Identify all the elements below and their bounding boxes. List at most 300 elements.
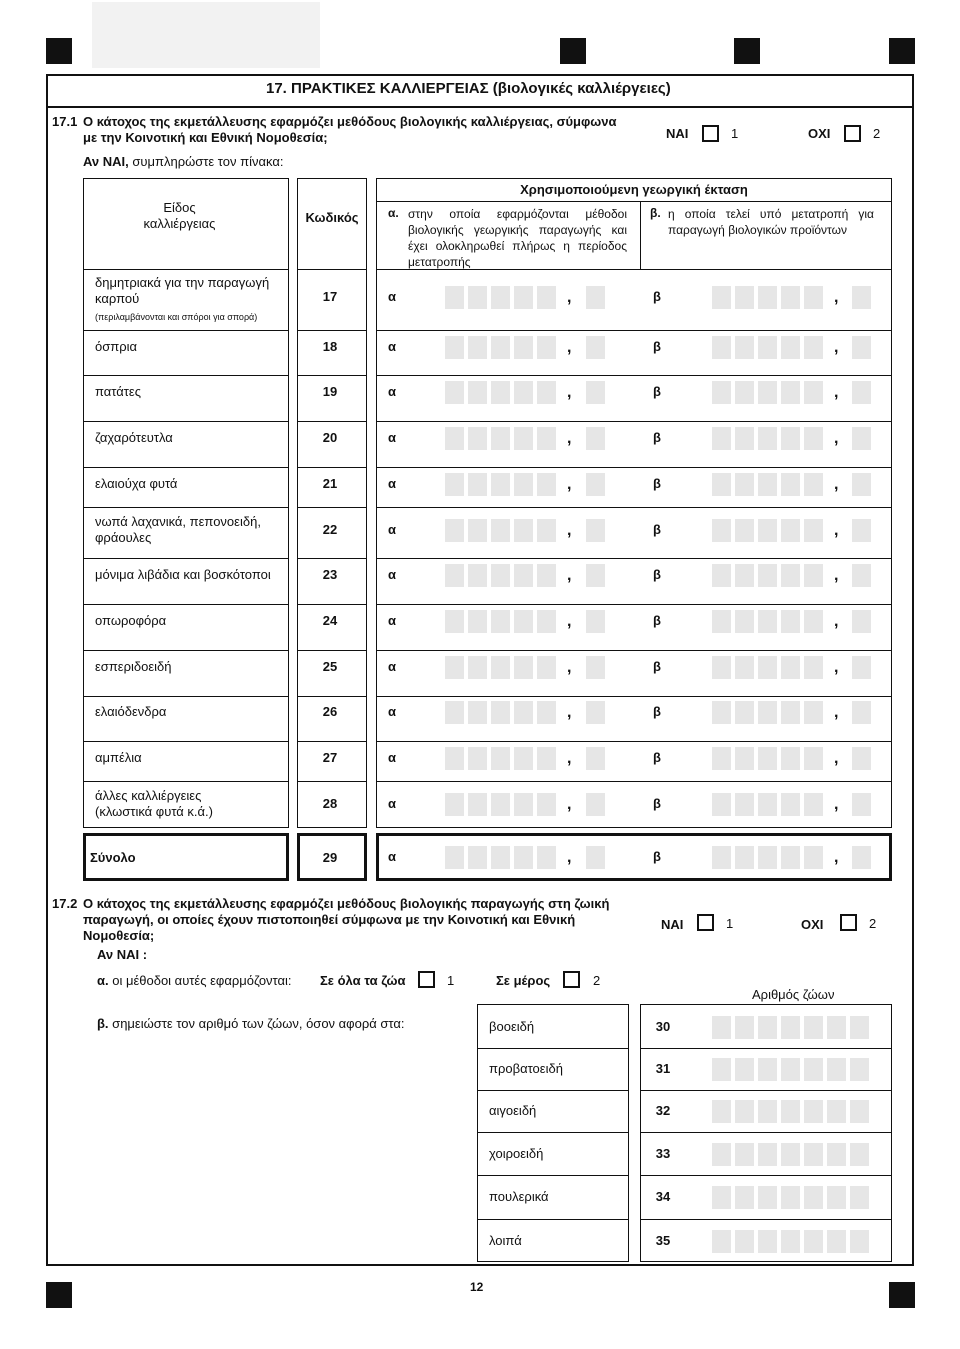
area-b-digit-box[interactable] (712, 656, 731, 679)
area-a-digit-box[interactable] (445, 519, 464, 542)
crop-label-line2: φράουλες (95, 530, 152, 545)
animal-count-digit-box[interactable] (712, 1186, 731, 1209)
area-a-digit-box[interactable] (468, 286, 487, 309)
row-divider (376, 558, 892, 559)
area-a-digit-box[interactable] (468, 336, 487, 359)
area-b-comma: , (834, 849, 839, 866)
part-animals-label: Σε μέρος (496, 973, 551, 988)
area-a-digit-box[interactable] (491, 564, 510, 587)
area-a-digit-box[interactable] (537, 381, 556, 404)
animal-count-digit-box[interactable] (781, 1230, 800, 1253)
area-b-digit-box[interactable] (758, 381, 777, 404)
row-divider (376, 421, 892, 422)
area-a-digit-box[interactable] (491, 381, 510, 404)
area-b-digit-box[interactable] (735, 701, 754, 724)
animal-count-digit-box[interactable] (850, 1058, 869, 1081)
area-b-comma: , (834, 339, 839, 356)
area-b-digit-box[interactable] (712, 701, 731, 724)
area-a-digit-box[interactable] (491, 656, 510, 679)
area-b-digit-box[interactable] (781, 336, 800, 359)
registration-mark (889, 1282, 915, 1308)
area-b-digit-box[interactable] (781, 793, 800, 816)
area-b-digit-box[interactable] (804, 610, 823, 633)
q172-b-question (97, 1016, 404, 1032)
area-b-digit-box[interactable] (804, 519, 823, 542)
area-a-decimal-box[interactable] (586, 381, 605, 404)
area-header: Χρησιμοποιούμενη γεωργική έκταση (520, 182, 748, 197)
area-b-digit-box[interactable] (712, 473, 731, 496)
q171-line1: Ο κάτοχος της εκμετάλλευσης εφαρμόζει μεθόδους βιολογικής καλλιέργειας, σύμφωνα (83, 114, 617, 129)
area-b-digit-box[interactable] (781, 846, 800, 869)
area-a-decimal-box[interactable] (586, 564, 605, 587)
crop-label (95, 750, 285, 766)
animal-count-digit-box[interactable] (827, 1230, 846, 1253)
area-a-digit-box[interactable] (468, 564, 487, 587)
area-a-digit-box[interactable] (445, 747, 464, 770)
row-divider (376, 330, 892, 331)
animal-count-digit-box[interactable] (735, 1186, 754, 1209)
page-number: 12 (470, 1280, 484, 1294)
crop-label (95, 384, 285, 400)
area-a-digit-box[interactable] (537, 519, 556, 542)
area-a-comma: , (567, 659, 572, 676)
animal-count-digit-box[interactable] (758, 1186, 777, 1209)
area-a-digit-box[interactable] (445, 793, 464, 816)
area-b-digit-box[interactable] (781, 519, 800, 542)
animal-count-digit-box[interactable] (781, 1143, 800, 1166)
area-b-digit-box[interactable] (758, 286, 777, 309)
area-a-comma: , (567, 613, 572, 630)
crop-label-note: (περιλαμβάνονται και σπόροι για σπορά) (95, 312, 258, 322)
area-a-digit-box[interactable] (491, 701, 510, 724)
animal-count-digit-box[interactable] (827, 1016, 846, 1039)
area-a-digit-box[interactable] (514, 793, 533, 816)
area-b-decimal-box[interactable] (852, 846, 871, 869)
crop-label (95, 567, 285, 583)
area-b-digit-box[interactable] (758, 519, 777, 542)
area-a-digit-box[interactable] (445, 286, 464, 309)
area-b-comma: , (834, 750, 839, 767)
row-divider (376, 467, 892, 468)
area-a-digit-box[interactable] (445, 336, 464, 359)
animal-count-digit-box[interactable] (850, 1016, 869, 1039)
area-a-digit-box[interactable] (514, 610, 533, 633)
all-animals-checkbox[interactable] (418, 971, 435, 988)
q172-yes-checkbox[interactable] (697, 914, 714, 931)
area-b-digit-box[interactable] (804, 427, 823, 450)
part-animals-code: 2 (593, 973, 601, 988)
animal-label: χοιροειδή (489, 1146, 544, 1161)
crop-label-line1: νωπά λαχανικά, πεπονοειδή, (95, 514, 261, 529)
crop-label (95, 514, 285, 546)
crop-code: 20 (322, 430, 338, 445)
code-header-divider (297, 269, 367, 270)
area-a-decimal-box[interactable] (586, 336, 605, 359)
area-b-digit-box[interactable] (781, 610, 800, 633)
crop-label (95, 275, 285, 325)
area-b-digit-box[interactable] (735, 519, 754, 542)
area-a-digit-box[interactable] (468, 656, 487, 679)
area-a-decimal-box[interactable] (586, 473, 605, 496)
area-b-digit-box[interactable] (712, 610, 731, 633)
animal-count-digit-box[interactable] (850, 1100, 869, 1123)
area-b-digit-box[interactable] (781, 473, 800, 496)
animal-count-digit-box[interactable] (781, 1058, 800, 1081)
animal-count-digit-box[interactable] (712, 1230, 731, 1253)
area-a-digit-box[interactable] (468, 427, 487, 450)
animal-row-divider (640, 1175, 892, 1176)
animal-row-divider (477, 1090, 629, 1091)
q172-number: 17.2 (52, 896, 78, 911)
area-b-digit-box[interactable] (758, 427, 777, 450)
area-b-digit-box[interactable] (804, 701, 823, 724)
area-a-decimal-box[interactable] (586, 793, 605, 816)
area-b-comma: , (834, 289, 839, 306)
animal-label-column (477, 1004, 629, 1262)
area-b-digit-box[interactable] (781, 381, 800, 404)
area-b-decimal-box[interactable] (852, 610, 871, 633)
area-a-decimal-box[interactable] (586, 701, 605, 724)
area-b-comma: , (834, 796, 839, 813)
animal-count-digit-box[interactable] (804, 1016, 823, 1039)
area-b-digit-box[interactable] (781, 286, 800, 309)
area-a-digit-box[interactable] (537, 564, 556, 587)
row-divider (376, 741, 892, 742)
crop-label (95, 613, 285, 629)
area-b-decimal-box[interactable] (852, 286, 871, 309)
area-b-digit-box[interactable] (804, 473, 823, 496)
area-b-digit-box[interactable] (804, 564, 823, 587)
area-b-digit-box[interactable] (781, 656, 800, 679)
area-b-decimal-box[interactable] (852, 336, 871, 359)
crop-label-line1: μόνιμα λιβάδια και βοσκότοποι (95, 567, 271, 582)
q172-no-checkbox[interactable] (840, 914, 857, 931)
animal-count-digit-box[interactable] (735, 1143, 754, 1166)
area-a-digit-box[interactable] (514, 701, 533, 724)
animal-count-digit-box[interactable] (850, 1143, 869, 1166)
area-b-comma: , (834, 476, 839, 493)
area-b-decimal-box[interactable] (852, 427, 871, 450)
area-b-marker: β (653, 289, 661, 304)
area-b-digit-box[interactable] (712, 427, 731, 450)
q172-a-text: οι μέθοδοι αυτές εφαρμόζονται: (112, 973, 292, 988)
area-a-digit-box[interactable] (537, 701, 556, 724)
area-b-decimal-box[interactable] (852, 519, 871, 542)
area-b-digit-box[interactable] (758, 610, 777, 633)
row-divider (83, 375, 289, 376)
crop-label-line2: καρπού (95, 291, 140, 306)
animal-row-divider (477, 1048, 629, 1049)
area-a-digit-box[interactable] (537, 473, 556, 496)
area-a-digit-box[interactable] (491, 473, 510, 496)
area-a-digit-box[interactable] (445, 701, 464, 724)
registration-mark (560, 38, 586, 64)
crop-label (95, 704, 285, 720)
area-a-digit-box[interactable] (537, 747, 556, 770)
area-a-decimal-box[interactable] (586, 519, 605, 542)
area-b-digit-box[interactable] (804, 286, 823, 309)
row-divider (297, 375, 367, 376)
area-a-digit-box[interactable] (491, 610, 510, 633)
area-b-digit-box[interactable] (758, 336, 777, 359)
animal-count-digit-box[interactable] (804, 1186, 823, 1209)
area-a-digit-box[interactable] (491, 846, 510, 869)
area-a-digit-box[interactable] (537, 793, 556, 816)
area-a-decimal-box[interactable] (586, 427, 605, 450)
q172-line3: Νομοθεσία; (83, 928, 155, 943)
area-a-comma: , (567, 567, 572, 584)
animal-count-digit-box[interactable] (827, 1100, 846, 1123)
area-b-marker: β (653, 750, 661, 765)
row-divider (83, 421, 289, 422)
area-b-digit-box[interactable] (735, 846, 754, 869)
if-yes-bold: Αν ΝΑΙ, (83, 154, 129, 169)
area-a-digit-box[interactable] (491, 286, 510, 309)
area-a-digit-box[interactable] (491, 793, 510, 816)
area-b-decimal-box[interactable] (852, 656, 871, 679)
kind-header (83, 200, 276, 232)
area-a-decimal-box[interactable] (586, 747, 605, 770)
animal-code: 35 (655, 1233, 671, 1248)
crop-label-line1: όσπρια (95, 339, 138, 354)
area-b-digit-box[interactable] (735, 427, 754, 450)
area-b-digit-box[interactable] (735, 656, 754, 679)
crop-label-line1: οπωροφόρα (95, 613, 167, 628)
animal-row-divider (477, 1219, 629, 1220)
area-b-digit-box[interactable] (712, 846, 731, 869)
area-b-digit-box[interactable] (781, 427, 800, 450)
crop-code: 24 (322, 613, 338, 628)
animal-count-digit-box[interactable] (804, 1143, 823, 1166)
area-a-decimal-box[interactable] (586, 656, 605, 679)
area-b-marker: β (653, 476, 661, 491)
area-b-marker: β (653, 796, 661, 811)
area-b-digit-box[interactable] (712, 519, 731, 542)
area-a-digit-box[interactable] (468, 701, 487, 724)
crop-code: 26 (322, 704, 338, 719)
area-b-digit-box[interactable] (735, 381, 754, 404)
area-b-digit-box[interactable] (735, 610, 754, 633)
animal-count-digit-box[interactable] (735, 1016, 754, 1039)
area-a-digit-box[interactable] (514, 473, 533, 496)
crop-label-line2: (κλωστικά φυτά κ.ά.) (95, 804, 213, 819)
animal-count-digit-box[interactable] (850, 1186, 869, 1209)
registration-mark (889, 38, 915, 64)
q171-yes-label: ΝΑΙ (666, 126, 689, 141)
area-a-digit-box[interactable] (537, 286, 556, 309)
area-b-digit-box[interactable] (758, 747, 777, 770)
q171-no-checkbox[interactable] (844, 125, 861, 142)
area-a-digit-box[interactable] (445, 427, 464, 450)
area-b-digit-box[interactable] (781, 564, 800, 587)
area-a-digit-box[interactable] (537, 846, 556, 869)
area-a-comma: , (567, 750, 572, 767)
area-a-digit-box[interactable] (468, 381, 487, 404)
area-a-digit-box[interactable] (468, 519, 487, 542)
q171-number: 17.1 (52, 114, 78, 129)
animal-count-digit-box[interactable] (735, 1058, 754, 1081)
area-a-digit-box[interactable] (514, 381, 533, 404)
area-b-digit-box[interactable] (781, 747, 800, 770)
area-b-digit-box[interactable] (758, 564, 777, 587)
q171-yes-checkbox[interactable] (702, 125, 719, 142)
area-b-digit-box[interactable] (712, 793, 731, 816)
area-b-digit-box[interactable] (712, 564, 731, 587)
area-b-digit-box[interactable] (712, 286, 731, 309)
area-a-digit-box[interactable] (491, 519, 510, 542)
area-b-decimal-box[interactable] (852, 793, 871, 816)
area-a-digit-box[interactable] (514, 564, 533, 587)
crop-code: 17 (322, 289, 338, 304)
code-column (297, 178, 367, 828)
area-b-comma: , (834, 704, 839, 721)
area-b-digit-box[interactable] (804, 656, 823, 679)
crop-code: 28 (322, 796, 338, 811)
area-b-digit-box[interactable] (712, 381, 731, 404)
area-b-decimal-box[interactable] (852, 747, 871, 770)
area-a-digit-box[interactable] (514, 427, 533, 450)
row-divider (297, 781, 367, 782)
area-b-digit-box[interactable] (758, 656, 777, 679)
q172-no-code: 2 (869, 916, 877, 931)
animal-label: λοιπά (489, 1233, 522, 1248)
part-animals-checkbox[interactable] (563, 971, 580, 988)
area-a-digit-box[interactable] (445, 381, 464, 404)
area-b-decimal-box[interactable] (852, 381, 871, 404)
area-b-digit-box[interactable] (804, 793, 823, 816)
kind-header-line1: Είδος (163, 200, 196, 215)
area-b-digit-box[interactable] (804, 336, 823, 359)
area-b-digit-box[interactable] (712, 747, 731, 770)
animal-count-digit-box[interactable] (712, 1016, 731, 1039)
area-a-marker: α (388, 659, 396, 674)
area-a-digit-box[interactable] (514, 747, 533, 770)
animal-count-digit-box[interactable] (758, 1143, 777, 1166)
area-b-digit-box[interactable] (804, 747, 823, 770)
area-b-digit-box[interactable] (758, 473, 777, 496)
area-b-digit-box[interactable] (804, 846, 823, 869)
animal-count-digit-box[interactable] (735, 1100, 754, 1123)
area-a-marker: α (388, 567, 396, 582)
animal-count-digit-box[interactable] (781, 1186, 800, 1209)
area-a-digit-box[interactable] (445, 656, 464, 679)
area-a-digit-box[interactable] (468, 793, 487, 816)
animal-count-digit-box[interactable] (712, 1058, 731, 1081)
animal-count-digit-box[interactable] (781, 1016, 800, 1039)
area-a-digit-box[interactable] (514, 519, 533, 542)
area-a-digit-box[interactable] (491, 336, 510, 359)
animal-count-digit-box[interactable] (758, 1016, 777, 1039)
animal-label: βοοειδή (489, 1019, 535, 1034)
area-a-digit-box[interactable] (468, 610, 487, 633)
animal-count-digit-box[interactable] (712, 1100, 731, 1123)
area-b-digit-box[interactable] (804, 381, 823, 404)
area-a-digit-box[interactable] (468, 846, 487, 869)
sub-b-text: η οποία τελεί υπό μετατροπή για παραγωγή βιολογικών προϊόντων (668, 207, 874, 237)
row-divider (297, 741, 367, 742)
area-a-digit-box[interactable] (537, 427, 556, 450)
area-b-decimal-box[interactable] (852, 701, 871, 724)
crop-label-line1: ελαιούχα φυτά (95, 476, 178, 491)
area-b-digit-box[interactable] (735, 564, 754, 587)
animal-count-digit-box[interactable] (804, 1100, 823, 1123)
area-a-decimal-box[interactable] (586, 846, 605, 869)
crop-label (95, 788, 285, 820)
animal-row-divider (640, 1048, 892, 1049)
area-b-comma: , (834, 613, 839, 630)
animal-count-digit-box[interactable] (827, 1058, 846, 1081)
area-b-digit-box[interactable] (758, 846, 777, 869)
area-a-digit-box[interactable] (445, 610, 464, 633)
area-a-digit-box[interactable] (445, 473, 464, 496)
animal-count-digit-box[interactable] (758, 1230, 777, 1253)
animal-row-divider (640, 1090, 892, 1091)
area-a-comma: , (567, 430, 572, 447)
registration-mark (46, 1282, 72, 1308)
area-b-decimal-box[interactable] (852, 564, 871, 587)
q171-yes-code: 1 (731, 126, 739, 141)
area-b-digit-box[interactable] (735, 336, 754, 359)
area-a-digit-box[interactable] (491, 747, 510, 770)
area-a-digit-box[interactable] (537, 610, 556, 633)
area-a-digit-box[interactable] (514, 336, 533, 359)
area-b-digit-box[interactable] (735, 286, 754, 309)
area-a-digit-box[interactable] (445, 846, 464, 869)
area-a-digit-box[interactable] (468, 747, 487, 770)
animal-count-digit-box[interactable] (827, 1186, 846, 1209)
area-a-decimal-box[interactable] (586, 610, 605, 633)
area-a-digit-box[interactable] (514, 846, 533, 869)
area-a-digit-box[interactable] (514, 286, 533, 309)
animal-count-digit-box[interactable] (827, 1143, 846, 1166)
area-b-digit-box[interactable] (735, 747, 754, 770)
animal-row-divider (477, 1175, 629, 1176)
animal-count-digit-box[interactable] (758, 1058, 777, 1081)
animal-label: πουλερικά (489, 1189, 549, 1204)
area-a-digit-box[interactable] (537, 336, 556, 359)
area-b-digit-box[interactable] (758, 701, 777, 724)
area-a-comma: , (567, 796, 572, 813)
area-a-digit-box[interactable] (537, 656, 556, 679)
animal-count-digit-box[interactable] (712, 1143, 731, 1166)
crop-label-line1: πατάτες (95, 384, 141, 399)
animal-count-digit-box[interactable] (735, 1230, 754, 1253)
q171-no-label: ΟΧΙ (808, 126, 831, 141)
area-a-digit-box[interactable] (445, 564, 464, 587)
animal-count-digit-box[interactable] (804, 1230, 823, 1253)
area-b-decimal-box[interactable] (852, 473, 871, 496)
animal-count-digit-box[interactable] (804, 1058, 823, 1081)
area-a-digit-box[interactable] (514, 656, 533, 679)
row-divider (83, 741, 289, 742)
animal-count-digit-box[interactable] (850, 1230, 869, 1253)
animal-label: προβατοειδή (489, 1061, 563, 1076)
area-a-marker: α (388, 849, 396, 864)
area-a-digit-box[interactable] (468, 473, 487, 496)
crop-code: 21 (322, 476, 338, 491)
area-a-decimal-box[interactable] (586, 286, 605, 309)
area-b-digit-box[interactable] (758, 793, 777, 816)
area-b-digit-box[interactable] (781, 701, 800, 724)
area-b-digit-box[interactable] (735, 793, 754, 816)
animal-count-digit-box[interactable] (781, 1100, 800, 1123)
q172-if-yes: Αν ΝΑΙ : (97, 947, 148, 962)
area-a-digit-box[interactable] (491, 427, 510, 450)
area-b-digit-box[interactable] (712, 336, 731, 359)
area-b-digit-box[interactable] (735, 473, 754, 496)
area-a-comma: , (567, 522, 572, 539)
animal-count-digit-box[interactable] (758, 1100, 777, 1123)
